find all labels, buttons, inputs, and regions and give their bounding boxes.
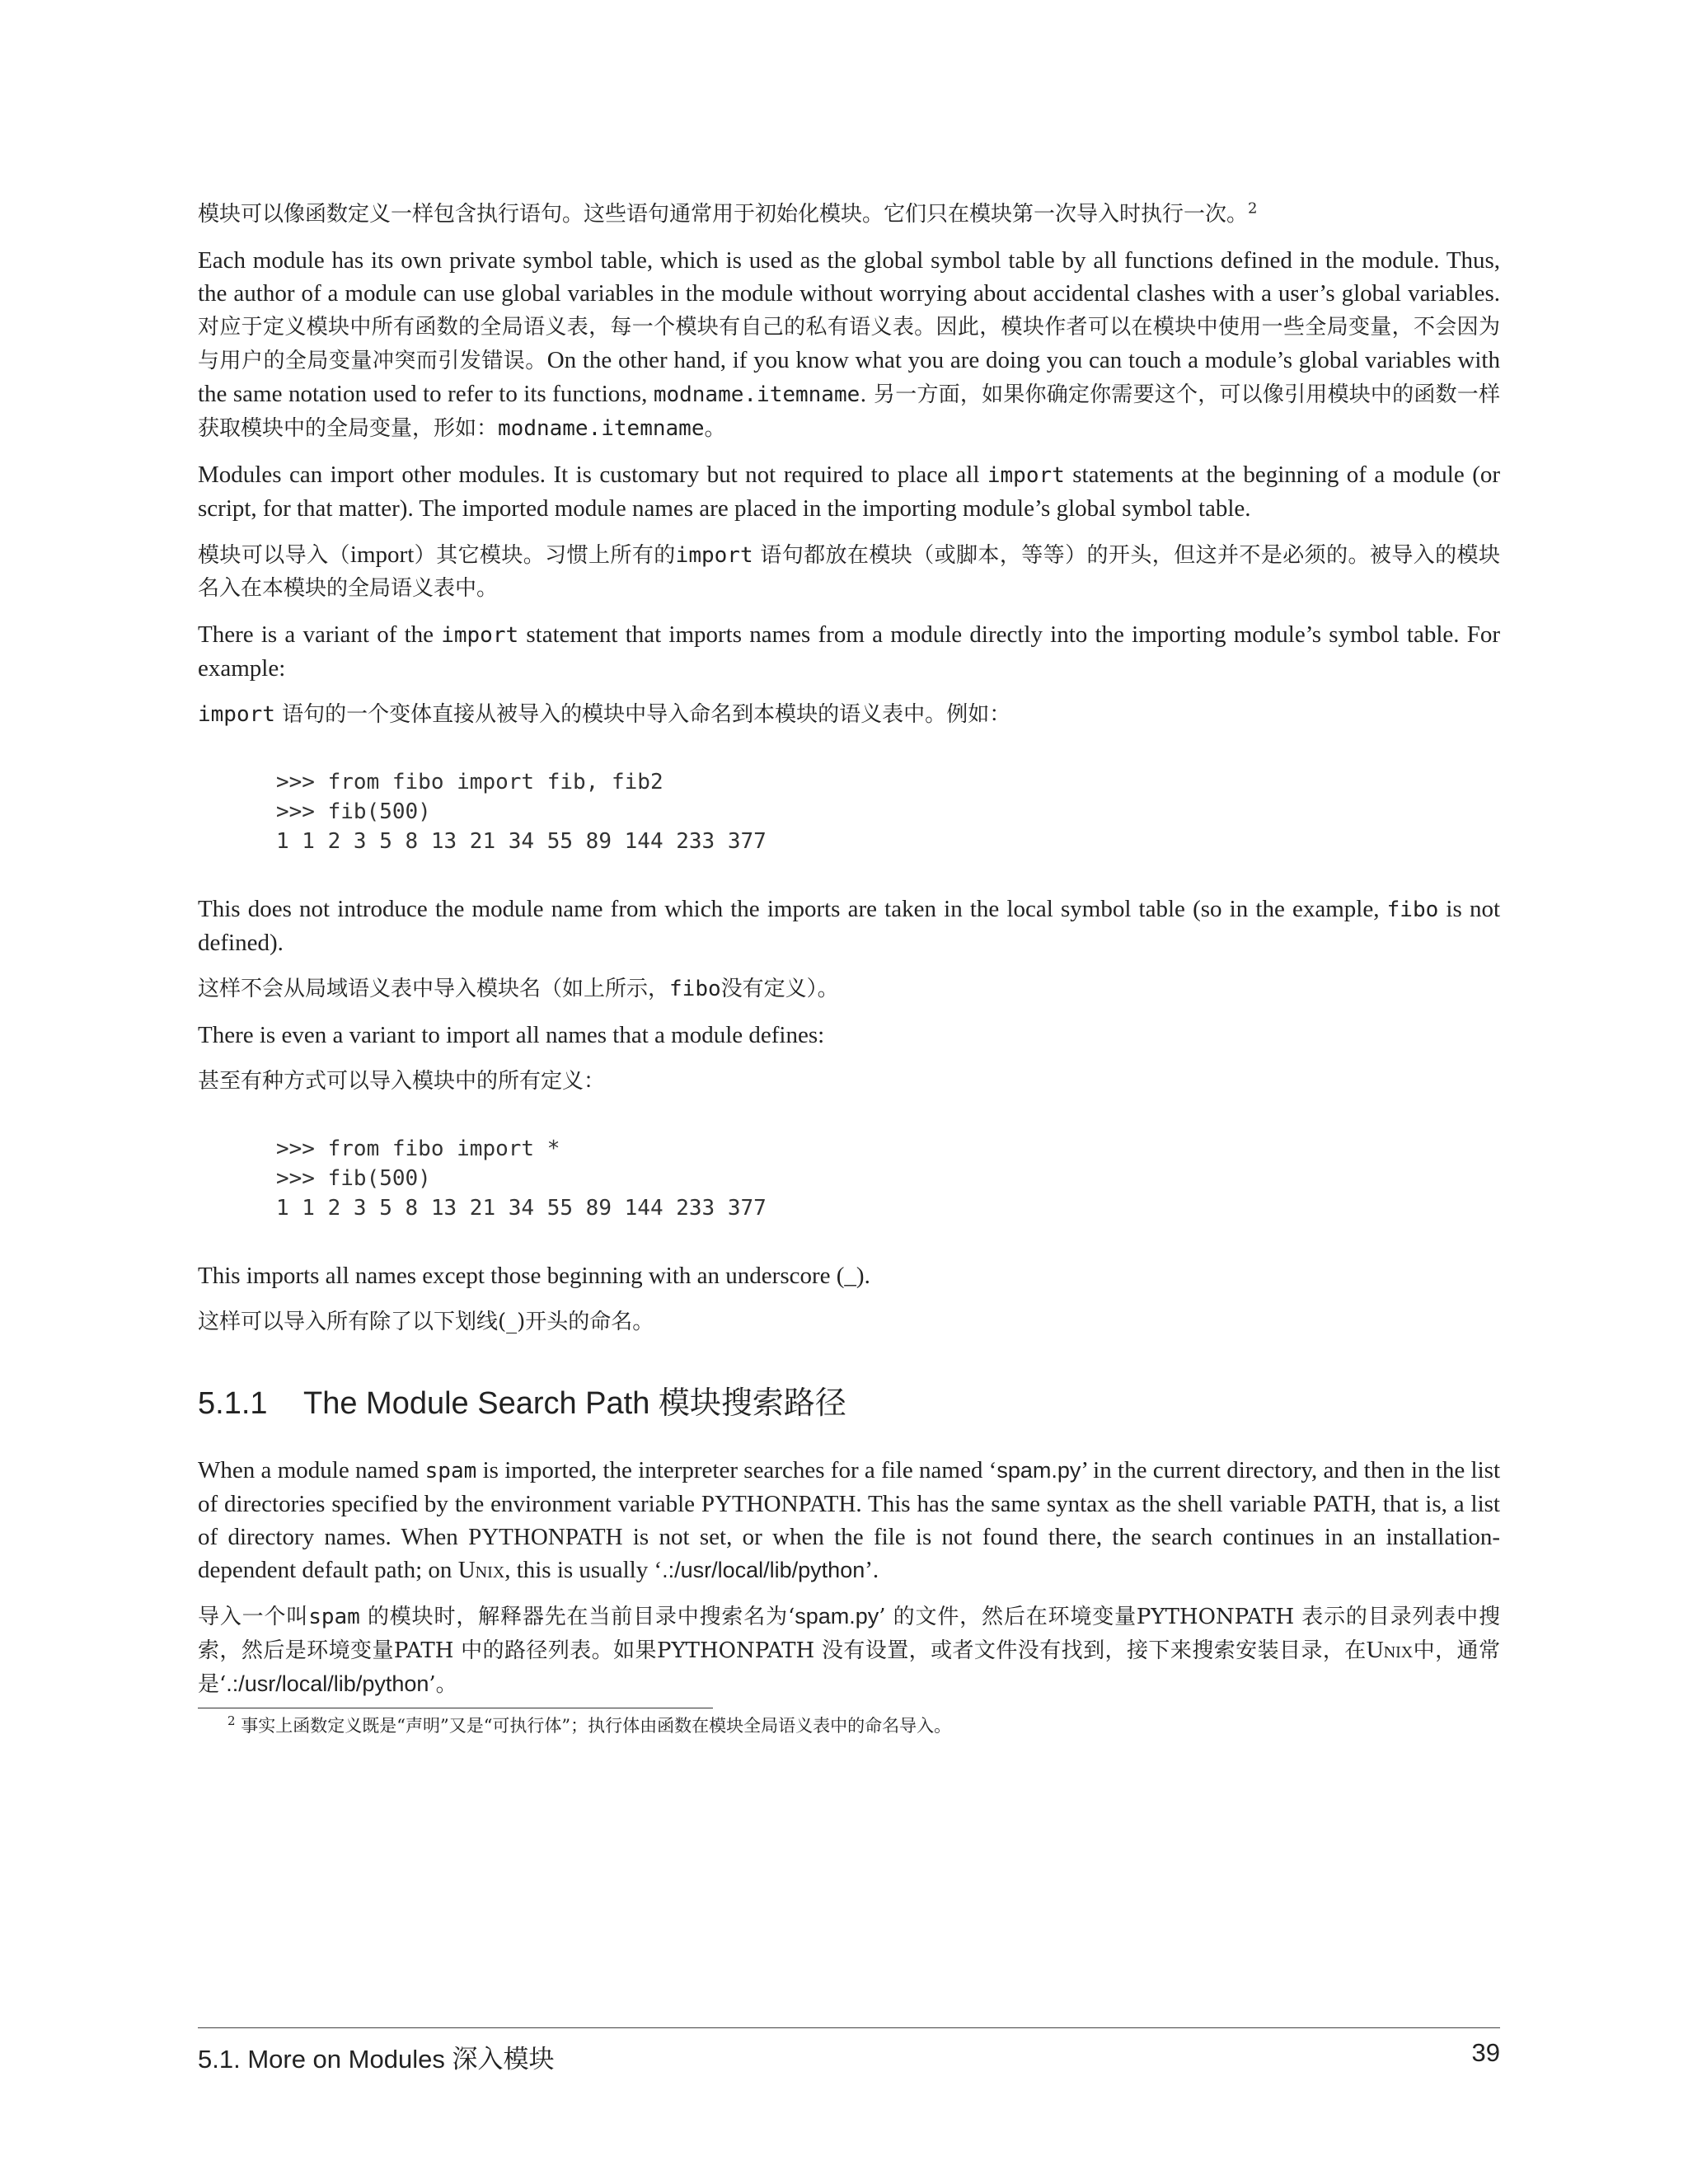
text-zh: ’ 的文件，然后在环境变量PYTHONPATH 表示的目录列表中搜索，然后是环境变量PATH 中的路径列表。如果PYTHONPATH 没有设置，或者文件没有找到，接下来搜索安装目录，在 xyxy=(198,1605,1500,1663)
inline-code: fibo xyxy=(1386,898,1439,922)
code-block-fib-import[interactable]: >>> from fibo import fib, fib2 >>> fib(500) 1 1 2 3 5 8 13 21 34 55 89 144 233 377 xyxy=(276,770,767,854)
file-path: .:/usr/local/lib/python xyxy=(226,1671,429,1696)
inline-code: modname.itemname xyxy=(653,382,860,407)
paragraph-underscore-zh: 这样可以导入所有除了以下划线(_)开头的命名。 xyxy=(198,1310,654,1334)
text-zh: 语句都放在模块（或脚本，等等）的开头，但这并不是必须的。被导入的模块名入在本模块的全局语义表中。 xyxy=(198,543,1500,601)
inline-code: import xyxy=(441,623,519,648)
file-name: spam.py xyxy=(996,1458,1081,1483)
footnote xyxy=(198,1713,1500,1738)
text: ’ in the current directory, and then in the list of directories specified by the environment variable PYTHONPATH. This has the same syntax as the shell variable PATH, that is, a list of directory names. When PYTHONPATH is not set, or when the file is not found there, the search continues in an installation-dependent default path; on xyxy=(198,1457,1501,1583)
paragraph-import-other xyxy=(198,458,1500,525)
text-zh: 模块可以导入（ xyxy=(198,543,350,568)
text: Unix xyxy=(457,1557,505,1583)
text: is not defined). xyxy=(198,896,1500,956)
paragraph-search-path xyxy=(198,1454,1500,1586)
file-name: spam.py xyxy=(795,1604,879,1629)
text-zh: 。 xyxy=(704,416,726,441)
text: On the other hand, if you know what you are doing you can touch a module’s global variables with the same notation used to refer to its functions, xyxy=(198,347,1500,407)
paragraph-import-variant xyxy=(198,618,1500,685)
section-heading xyxy=(198,1383,1500,1424)
paragraph-symbol-table xyxy=(198,244,1500,445)
section-title: The Module Search Path 模块搜索路径 xyxy=(303,1386,846,1421)
inline-code: spam xyxy=(424,1459,477,1483)
section-number: 5.1.1 xyxy=(198,1386,268,1421)
text-zh: . 另一方面，如果你确定你需要这个，可以像引用模块中的函数一样获取模块中的全局变量，形如： xyxy=(198,382,1501,441)
footnote-number: 2 xyxy=(227,1713,236,1728)
page-footer xyxy=(198,2027,1500,2075)
text-zh: ’。 xyxy=(429,1672,457,1697)
inline-code: fibo xyxy=(669,977,721,1001)
paragraph-import-other-zh xyxy=(198,538,1500,605)
text: This does not introduce the module name from which the imports are taken in the local symbol table (so in the example, xyxy=(198,896,1387,922)
text-zh: 这样不会从局域语义表中导入模块名（如上所示， xyxy=(198,977,670,1001)
text: There is a variant of the xyxy=(198,621,442,648)
page-body xyxy=(198,198,1500,1738)
text-zh: 语句的一个变体直接从被导入的模块中导入命名到本模块的语义表中。例如： xyxy=(274,702,1011,727)
inline-code: spam xyxy=(308,1605,360,1629)
text: ’. xyxy=(865,1557,879,1583)
footnote-ref[interactable]: 2 xyxy=(1248,199,1258,218)
paragraph-import-all-zh: 甚至有种方式可以导入模块中的所有定义： xyxy=(198,1069,606,1094)
paragraph-init-zh xyxy=(198,198,1500,231)
text: statement that imports names from a module directly into the importing module’s symbol table. For example: xyxy=(198,621,1500,682)
paragraph-import-all: There is even a variant to import all names that a module defines: xyxy=(198,1022,825,1048)
paragraph-underscore: This imports all names except those beginning with an underscore (_). xyxy=(198,1263,870,1289)
page-number: 39 xyxy=(1471,2038,1500,2067)
text: 模块可以像函数定义一样包含执行语句。这些语句通常用于初始化模块。它们只在模块第一次导入时执行一次。 xyxy=(198,202,1249,227)
text: Modules can import other modules. It is customary but not required to place all xyxy=(198,462,987,488)
text: , this is usually ‘ xyxy=(504,1557,663,1583)
code-block-star-import[interactable]: >>> from fibo import * >>> fib(500) 1 1 2 3 5 8 13 21 34 55 89 144 233 377 xyxy=(276,1137,767,1221)
footnote-text: 事实上函数定义既是“声明”又是“可执行体”；执行体由函数在模块全局语义表中的命名导入。 xyxy=(235,1716,952,1736)
text: Each module has its own private symbol table, which is used as the global symbol table by all functions defined in the module. Thus, the author of a module can use global variables in the module without worrying about accidental clashes with a user’s global variables. xyxy=(198,247,1500,307)
text: Unix xyxy=(1366,1637,1414,1663)
paragraph-import-variant-zh xyxy=(198,698,1500,731)
footer-section-title: 5.1. More on Modules 深入模块 xyxy=(198,2045,555,2074)
paragraph-not-defined-zh xyxy=(198,972,1500,1005)
inline-code: import xyxy=(987,463,1065,488)
file-path: .:/usr/local/lib/python xyxy=(662,1558,865,1582)
text: When a module named xyxy=(198,1457,425,1483)
text-zh: 导入一个叫 xyxy=(198,1605,309,1629)
text: statements at the beginning of a module (or script, for that matter). The imported module names are placed in the importing module’s global symbol table. xyxy=(198,462,1501,522)
text-zh: ）其它模块。习惯上所有的 xyxy=(414,543,676,568)
text-zh: 没有定义）。 xyxy=(720,977,839,1001)
text-zh: 对应于定义模块中所有函数的全局语义表，每一个模块有自己的私有语义表。因此，模块作者可以在模块中使用一些全局变量，不会因为与用户的全局变量冲突而引发错误。 xyxy=(198,315,1500,373)
text-zh: 中，通常是‘ xyxy=(198,1638,1500,1697)
paragraph-search-path-zh xyxy=(198,1600,1500,1701)
inline-code: import xyxy=(675,543,753,568)
inline-code: import xyxy=(198,702,275,727)
text: import xyxy=(349,541,415,568)
paragraph-not-defined xyxy=(198,893,1500,959)
text: is imported, the interpreter searches for a file named ‘ xyxy=(476,1457,997,1483)
text-zh: 的模块时，解释器先在当前目录中搜索名为‘ xyxy=(359,1605,795,1629)
inline-code: modname.itemname xyxy=(498,416,705,441)
